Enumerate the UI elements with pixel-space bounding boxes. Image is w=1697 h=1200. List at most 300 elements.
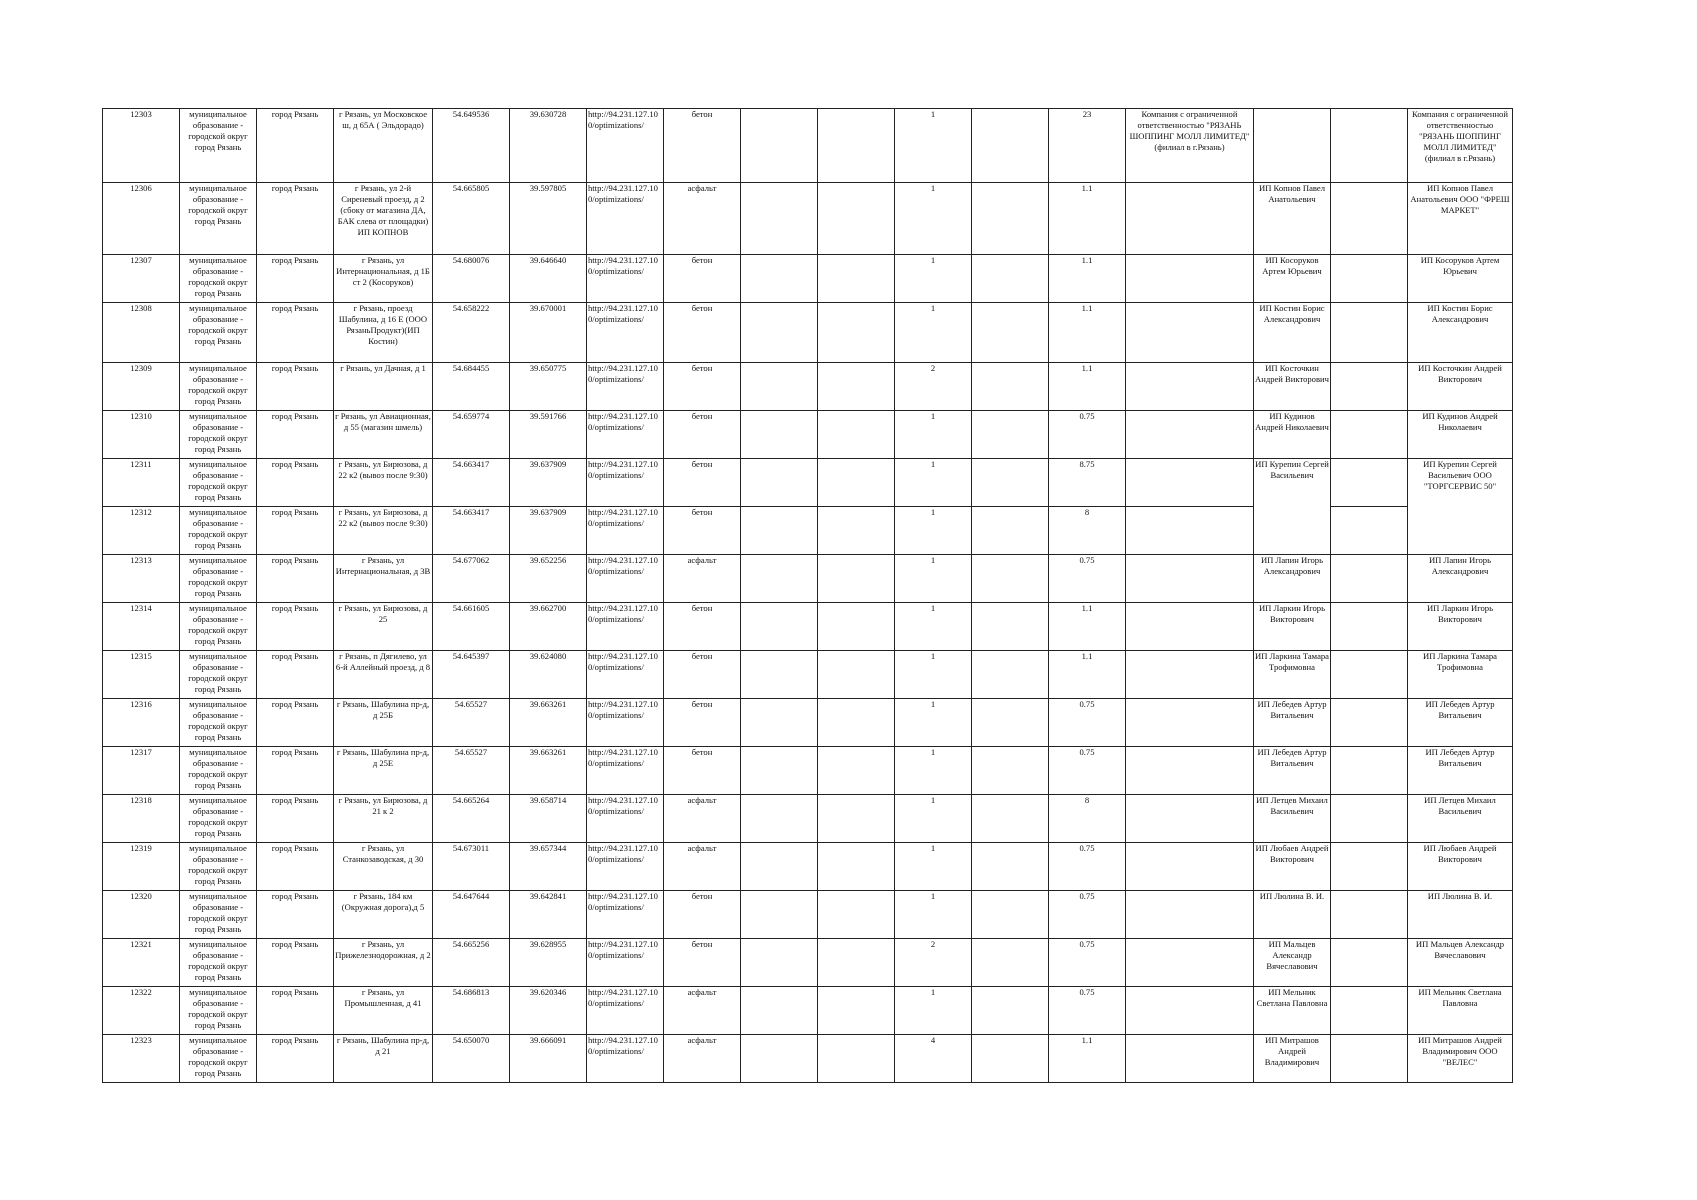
table-row — [103, 843, 1513, 891]
cell-owner — [1126, 891, 1254, 939]
cell-municipality: муниципальное образование - городской округ город Рязань — [180, 939, 257, 987]
cell-latitude: 54.650070 — [433, 1035, 510, 1083]
cell-longitude: 39.642841 — [510, 891, 587, 939]
cell-volume: 23 — [1049, 109, 1126, 183]
cell-address: г Рязань, Шабулина пр-д, д 25Е — [334, 747, 433, 795]
cell-longitude: 39.650775 — [510, 363, 587, 411]
table-row — [103, 459, 1513, 507]
cell-address: г Рязань, ул Авиационная, д 55 (магазин шмель) — [334, 411, 433, 459]
cell-city: город Рязань — [257, 459, 334, 507]
table-row — [103, 411, 1513, 459]
cell-empty — [972, 843, 1049, 891]
cell-id: 12315 — [103, 651, 180, 699]
cell-container-count: 1 — [895, 109, 972, 183]
cell-owner — [1126, 747, 1254, 795]
cell-empty — [972, 507, 1049, 555]
cell-latitude: 54.665256 — [433, 939, 510, 987]
cell-municipality: муниципальное образование - городской округ город Рязань — [180, 747, 257, 795]
cell-owner: Компания с ограниченной ответственностью "РЯЗАНЬ ШОППИНГ МОЛЛ ЛИМИТЕД" (филиал в г.Рязань) — [1126, 109, 1254, 183]
cell-empty — [741, 891, 818, 939]
cell-empty — [741, 699, 818, 747]
cell-volume: 8 — [1049, 795, 1126, 843]
cell-id: 12308 — [103, 303, 180, 363]
cell-longitude: 39.657344 — [510, 843, 587, 891]
cell-surface: асфальт — [664, 1035, 741, 1083]
cell-source: ИП Лапин Игорь Александрович — [1254, 555, 1331, 603]
cell-volume: 1.1 — [1049, 303, 1126, 363]
cell-url: http://94.231.127.10 0/optimizations/ — [587, 109, 664, 183]
cell-volume: 0.75 — [1049, 843, 1126, 891]
cell-owner — [1126, 603, 1254, 651]
cell-company: ИП Кудинов Андрей Николаевич — [1408, 411, 1513, 459]
cell-container-count: 1 — [895, 255, 972, 303]
cell-url: http://94.231.127.10 0/optimizations/ — [587, 795, 664, 843]
cell-empty — [741, 1035, 818, 1083]
cell-address: г Рязань, ул Дачная, д 1 — [334, 363, 433, 411]
cell-url: http://94.231.127.10 0/optimizations/ — [587, 411, 664, 459]
cell-municipality: муниципальное образование - городской округ город Рязань — [180, 1035, 257, 1083]
cell-owner — [1126, 651, 1254, 699]
cell-container-count: 1 — [895, 507, 972, 555]
cell-empty — [818, 363, 895, 411]
cell-empty — [1331, 843, 1408, 891]
cell-empty — [818, 699, 895, 747]
cell-volume: 0.75 — [1049, 555, 1126, 603]
cell-volume: 0.75 — [1049, 987, 1126, 1035]
cell-city: город Рязань — [257, 651, 334, 699]
cell-longitude: 39.663261 — [510, 699, 587, 747]
cell-municipality: муниципальное образование - городской округ город Рязань — [180, 651, 257, 699]
cell-longitude: 39.591766 — [510, 411, 587, 459]
cell-container-count: 1 — [895, 795, 972, 843]
cell-latitude: 54.65527 — [433, 747, 510, 795]
cell-longitude: 39.620346 — [510, 987, 587, 1035]
cell-company: ИП Ларкин Игорь Викторович — [1408, 603, 1513, 651]
cell-empty — [818, 987, 895, 1035]
cell-city: город Рязань — [257, 255, 334, 303]
cell-latitude: 54.659774 — [433, 411, 510, 459]
cell-surface: бетон — [664, 411, 741, 459]
cell-empty — [741, 987, 818, 1035]
cell-municipality: муниципальное образование - городской округ город Рязань — [180, 109, 257, 183]
cell-empty — [972, 459, 1049, 507]
table-row — [103, 603, 1513, 651]
cell-address: г Рязань, ул Бирюзова, д 22 к2 (вывоз после 9:30) — [334, 507, 433, 555]
cell-company: ИП Мельник Светлана Павловна — [1408, 987, 1513, 1035]
cell-source: ИП Костин Борис Александрович — [1254, 303, 1331, 363]
cell-address: г Рязань, ул Бирюзова, д 22 к2 (вывоз после 9:30) — [334, 459, 433, 507]
cell-empty — [1331, 747, 1408, 795]
cell-volume: 0.75 — [1049, 699, 1126, 747]
cell-volume: 1.1 — [1049, 255, 1126, 303]
cell-longitude: 39.670001 — [510, 303, 587, 363]
cell-empty — [741, 459, 818, 507]
cell-source: ИП Курепин Сергей Васильевич — [1254, 459, 1331, 555]
cell-url: http://94.231.127.10 0/optimizations/ — [587, 651, 664, 699]
cell-empty — [1331, 987, 1408, 1035]
cell-city: город Рязань — [257, 363, 334, 411]
table-row — [103, 1035, 1513, 1083]
cell-container-count: 1 — [895, 987, 972, 1035]
cell-empty — [1331, 651, 1408, 699]
cell-owner — [1126, 303, 1254, 363]
cell-id: 12306 — [103, 183, 180, 255]
cell-surface: бетон — [664, 651, 741, 699]
cell-source: ИП Кудинов Андрей Николаевич — [1254, 411, 1331, 459]
cell-longitude: 39.658714 — [510, 795, 587, 843]
cell-url: http://94.231.127.10 0/optimizations/ — [587, 891, 664, 939]
cell-longitude: 39.624080 — [510, 651, 587, 699]
cell-source: ИП Ларкин Игорь Викторович — [1254, 603, 1331, 651]
cell-url: http://94.231.127.10 0/optimizations/ — [587, 603, 664, 651]
cell-empty — [741, 651, 818, 699]
table-row — [103, 363, 1513, 411]
table-row — [103, 795, 1513, 843]
cell-empty — [818, 795, 895, 843]
cell-source: ИП Мельник Светлана Павловна — [1254, 987, 1331, 1035]
cell-address: г Рязань, п Дягилево, ул 6-й Аллейный проезд, д 8 — [334, 651, 433, 699]
cell-id: 12319 — [103, 843, 180, 891]
cell-id: 12317 — [103, 747, 180, 795]
cell-surface: бетон — [664, 507, 741, 555]
cell-municipality: муниципальное образование - городской округ город Рязань — [180, 843, 257, 891]
cell-source: ИП Мальцев Александр Вячеславович — [1254, 939, 1331, 987]
cell-id: 12303 — [103, 109, 180, 183]
cell-empty — [1331, 183, 1408, 255]
cell-url: http://94.231.127.10 0/optimizations/ — [587, 699, 664, 747]
cell-longitude: 39.646640 — [510, 255, 587, 303]
table-row — [103, 699, 1513, 747]
cell-empty — [972, 109, 1049, 183]
cell-empty — [818, 109, 895, 183]
cell-empty — [972, 1035, 1049, 1083]
cell-container-count: 1 — [895, 303, 972, 363]
cell-municipality: муниципальное образование - городской округ город Рязань — [180, 363, 257, 411]
cell-volume: 1.1 — [1049, 183, 1126, 255]
cell-container-count: 4 — [895, 1035, 972, 1083]
cell-surface: бетон — [664, 255, 741, 303]
cell-city: город Рязань — [257, 843, 334, 891]
cell-volume: 0.75 — [1049, 411, 1126, 459]
cell-empty — [818, 411, 895, 459]
cell-container-count: 1 — [895, 411, 972, 459]
cell-empty — [818, 651, 895, 699]
cell-municipality: муниципальное образование - городской округ город Рязань — [180, 183, 257, 255]
cell-city: город Рязань — [257, 1035, 334, 1083]
cell-company: ИП Люлина В. И. — [1408, 891, 1513, 939]
cell-owner — [1126, 555, 1254, 603]
cell-empty — [741, 747, 818, 795]
cell-empty — [741, 109, 818, 183]
cell-city: город Рязань — [257, 747, 334, 795]
cell-owner — [1126, 255, 1254, 303]
cell-owner — [1126, 843, 1254, 891]
cell-container-count: 2 — [895, 363, 972, 411]
table-body — [103, 109, 1513, 1083]
registry-table — [102, 108, 1513, 1083]
cell-company: ИП Лапин Игорь Александрович — [1408, 555, 1513, 603]
cell-empty — [1331, 795, 1408, 843]
cell-id: 12312 — [103, 507, 180, 555]
cell-empty — [972, 363, 1049, 411]
cell-latitude: 54.658222 — [433, 303, 510, 363]
cell-source: ИП Любаев Андрей Викторович — [1254, 843, 1331, 891]
cell-latitude: 54.663417 — [433, 459, 510, 507]
cell-container-count: 1 — [895, 891, 972, 939]
cell-latitude: 54.645397 — [433, 651, 510, 699]
cell-surface: бетон — [664, 303, 741, 363]
cell-city: город Рязань — [257, 411, 334, 459]
cell-longitude: 39.662700 — [510, 603, 587, 651]
cell-municipality: муниципальное образование - городской округ город Рязань — [180, 255, 257, 303]
cell-company: ИП Курепин Сергей Васильевич ООО "ТОРГСЕРВИС 50" — [1408, 459, 1513, 555]
cell-empty — [972, 651, 1049, 699]
cell-address: г Рязань, Шабулина пр-д, д 25Б — [334, 699, 433, 747]
cell-source: ИП Люлина В. И. — [1254, 891, 1331, 939]
table-row — [103, 109, 1513, 183]
cell-url: http://94.231.127.10 0/optimizations/ — [587, 1035, 664, 1083]
cell-owner — [1126, 459, 1254, 507]
cell-surface: бетон — [664, 891, 741, 939]
cell-company: ИП Лебедев Артур Витальевич — [1408, 747, 1513, 795]
cell-id: 12313 — [103, 555, 180, 603]
cell-url: http://94.231.127.10 0/optimizations/ — [587, 459, 664, 507]
table-row — [103, 939, 1513, 987]
cell-empty — [741, 183, 818, 255]
cell-volume: 1.1 — [1049, 651, 1126, 699]
cell-empty — [818, 183, 895, 255]
cell-id: 12309 — [103, 363, 180, 411]
cell-latitude: 54.65527 — [433, 699, 510, 747]
cell-municipality: муниципальное образование - городской округ город Рязань — [180, 795, 257, 843]
cell-address: г Рязань, ул 2-й Сиреневый проезд, д 2 (сбоку от магазина ДА, БАК слева от площадки) ИП КОПНОВ — [334, 183, 433, 255]
cell-id: 12318 — [103, 795, 180, 843]
cell-id: 12323 — [103, 1035, 180, 1083]
cell-empty — [1331, 1035, 1408, 1083]
cell-city: город Рязань — [257, 891, 334, 939]
cell-surface: асфальт — [664, 183, 741, 255]
cell-address: г Рязань, ул Московское ш, д 65А ( Эльдорадо) — [334, 109, 433, 183]
cell-latitude: 54.665805 — [433, 183, 510, 255]
cell-empty — [818, 891, 895, 939]
cell-empty — [818, 459, 895, 507]
cell-container-count: 2 — [895, 939, 972, 987]
cell-address: г Рязань, ул Интернациональная, д 3В — [334, 555, 433, 603]
cell-surface: бетон — [664, 459, 741, 507]
cell-empty — [818, 843, 895, 891]
cell-empty — [972, 891, 1049, 939]
cell-latitude: 54.647644 — [433, 891, 510, 939]
cell-empty — [972, 255, 1049, 303]
cell-municipality: муниципальное образование - городской округ город Рязань — [180, 411, 257, 459]
cell-empty — [1331, 303, 1408, 363]
cell-source: ИП Митрашов Андрей Владимирович — [1254, 1035, 1331, 1083]
cell-owner — [1126, 795, 1254, 843]
cell-empty — [1331, 699, 1408, 747]
cell-owner — [1126, 939, 1254, 987]
cell-empty — [1331, 459, 1408, 507]
cell-address: г Рязань, ул Интернациональная, д 1Б ст 2 (Косоруков) — [334, 255, 433, 303]
cell-company: ИП Ларкина Тамара Трофимовна — [1408, 651, 1513, 699]
cell-volume: 1.1 — [1049, 603, 1126, 651]
cell-empty — [972, 939, 1049, 987]
cell-company: ИП Лебедев Артур Витальевич — [1408, 699, 1513, 747]
cell-empty — [972, 795, 1049, 843]
cell-empty — [972, 987, 1049, 1035]
cell-surface: бетон — [664, 109, 741, 183]
cell-empty — [1331, 507, 1408, 555]
cell-municipality: муниципальное образование - городской округ город Рязань — [180, 459, 257, 507]
cell-id: 12311 — [103, 459, 180, 507]
cell-url: http://94.231.127.10 0/optimizations/ — [587, 987, 664, 1035]
cell-surface: асфальт — [664, 987, 741, 1035]
cell-empty — [741, 939, 818, 987]
cell-owner — [1126, 183, 1254, 255]
cell-empty — [741, 363, 818, 411]
table-row — [103, 987, 1513, 1035]
cell-municipality: муниципальное образование - городской округ город Рязань — [180, 303, 257, 363]
cell-latitude: 54.680076 — [433, 255, 510, 303]
cell-address: г Рязань, Шабулина пр-д, д 21 — [334, 1035, 433, 1083]
cell-city: город Рязань — [257, 507, 334, 555]
cell-empty — [972, 303, 1049, 363]
cell-empty — [818, 603, 895, 651]
cell-url: http://94.231.127.10 0/optimizations/ — [587, 255, 664, 303]
cell-company: ИП Митрашов Андрей Владимирович ООО "ВЕЛЕС" — [1408, 1035, 1513, 1083]
cell-empty — [818, 747, 895, 795]
cell-empty — [972, 183, 1049, 255]
cell-owner — [1126, 987, 1254, 1035]
cell-container-count: 1 — [895, 603, 972, 651]
cell-id: 12316 — [103, 699, 180, 747]
cell-company: ИП Косточкин Андрей Викторович — [1408, 363, 1513, 411]
table-row — [103, 891, 1513, 939]
cell-empty — [972, 555, 1049, 603]
cell-empty — [818, 939, 895, 987]
cell-empty — [741, 603, 818, 651]
cell-address: г Рязань, ул Прижелезнодорожная, д 2 — [334, 939, 433, 987]
cell-city: город Рязань — [257, 555, 334, 603]
cell-url: http://94.231.127.10 0/optimizations/ — [587, 363, 664, 411]
cell-container-count: 1 — [895, 651, 972, 699]
cell-longitude: 39.630728 — [510, 109, 587, 183]
cell-city: город Рязань — [257, 303, 334, 363]
cell-empty — [741, 555, 818, 603]
cell-latitude: 54.686813 — [433, 987, 510, 1035]
cell-empty — [1331, 411, 1408, 459]
cell-empty — [741, 507, 818, 555]
cell-municipality: муниципальное образование - городской округ город Рязань — [180, 699, 257, 747]
cell-latitude: 54.665264 — [433, 795, 510, 843]
cell-city: город Рязань — [257, 795, 334, 843]
cell-latitude: 54.649536 — [433, 109, 510, 183]
cell-owner — [1126, 1035, 1254, 1083]
cell-surface: бетон — [664, 699, 741, 747]
cell-address: г Рязань, проезд Шабулина, д 16 Е (ООО РязаньПродукт)(ИП Костин) — [334, 303, 433, 363]
cell-company: ИП Летцев Михаил Васильевич — [1408, 795, 1513, 843]
cell-id: 12314 — [103, 603, 180, 651]
cell-surface: асфальт — [664, 795, 741, 843]
cell-surface: бетон — [664, 603, 741, 651]
cell-address: г Рязань, ул Бирюзова, д 21 к 2 — [334, 795, 433, 843]
cell-id: 12322 — [103, 987, 180, 1035]
cell-volume: 8.75 — [1049, 459, 1126, 507]
cell-empty — [741, 255, 818, 303]
table-row — [103, 555, 1513, 603]
cell-url: http://94.231.127.10 0/optimizations/ — [587, 507, 664, 555]
cell-latitude: 54.673011 — [433, 843, 510, 891]
cell-surface: асфальт — [664, 843, 741, 891]
cell-address: г Рязань, ул Промышленная, д 41 — [334, 987, 433, 1035]
cell-empty — [818, 507, 895, 555]
cell-city: город Рязань — [257, 603, 334, 651]
cell-source: ИП Лебедев Артур Витальевич — [1254, 699, 1331, 747]
cell-id: 12321 — [103, 939, 180, 987]
table-row — [103, 651, 1513, 699]
cell-longitude: 39.628955 — [510, 939, 587, 987]
cell-url: http://94.231.127.10 0/optimizations/ — [587, 747, 664, 795]
cell-address: г Рязань, ул Бирюзова, д 25 — [334, 603, 433, 651]
cell-owner — [1126, 411, 1254, 459]
cell-company: ИП Косоруков Артем Юрьевич — [1408, 255, 1513, 303]
cell-city: город Рязань — [257, 939, 334, 987]
cell-empty — [818, 303, 895, 363]
cell-source: ИП Ларкина Тамара Трофимовна — [1254, 651, 1331, 699]
cell-empty — [972, 411, 1049, 459]
cell-longitude: 39.666091 — [510, 1035, 587, 1083]
cell-empty — [818, 555, 895, 603]
cell-url: http://94.231.127.10 0/optimizations/ — [587, 555, 664, 603]
cell-owner — [1126, 507, 1254, 555]
cell-source: ИП Лебедев Артур Витальевич — [1254, 747, 1331, 795]
cell-latitude: 54.661605 — [433, 603, 510, 651]
cell-container-count: 1 — [895, 459, 972, 507]
cell-municipality: муниципальное образование - городской округ город Рязань — [180, 891, 257, 939]
cell-container-count: 1 — [895, 183, 972, 255]
cell-container-count: 1 — [895, 699, 972, 747]
cell-city: город Рязань — [257, 987, 334, 1035]
cell-id: 12307 — [103, 255, 180, 303]
cell-url: http://94.231.127.10 0/optimizations/ — [587, 939, 664, 987]
cell-empty — [741, 795, 818, 843]
table-row — [103, 303, 1513, 363]
cell-company: Компания с ограниченной ответственностью "РЯЗАНЬ ШОППИНГ МОЛЛ ЛИМИТЕД" (филиал в г.Рязань) — [1408, 109, 1513, 183]
cell-latitude: 54.663417 — [433, 507, 510, 555]
cell-empty — [1331, 555, 1408, 603]
cell-id: 12320 — [103, 891, 180, 939]
cell-url: http://94.231.127.10 0/optimizations/ — [587, 303, 664, 363]
cell-latitude: 54.677062 — [433, 555, 510, 603]
cell-source — [1254, 109, 1331, 183]
cell-municipality: муниципальное образование - городской округ город Рязань — [180, 603, 257, 651]
cell-surface: асфальт — [664, 555, 741, 603]
cell-latitude: 54.684455 — [433, 363, 510, 411]
cell-volume: 1.1 — [1049, 1035, 1126, 1083]
cell-company: ИП Мальцев Александр Вячеславович — [1408, 939, 1513, 987]
cell-volume: 8 — [1049, 507, 1126, 555]
cell-volume: 1.1 — [1049, 363, 1126, 411]
cell-municipality: муниципальное образование - городской округ город Рязань — [180, 507, 257, 555]
cell-longitude: 39.652256 — [510, 555, 587, 603]
cell-source: ИП Летцев Михаил Васильевич — [1254, 795, 1331, 843]
cell-empty — [1331, 891, 1408, 939]
cell-company: ИП Костин Борис Александрович — [1408, 303, 1513, 363]
cell-volume: 0.75 — [1049, 747, 1126, 795]
cell-container-count: 1 — [895, 843, 972, 891]
cell-city: город Рязань — [257, 183, 334, 255]
cell-empty — [818, 255, 895, 303]
table-row — [103, 747, 1513, 795]
